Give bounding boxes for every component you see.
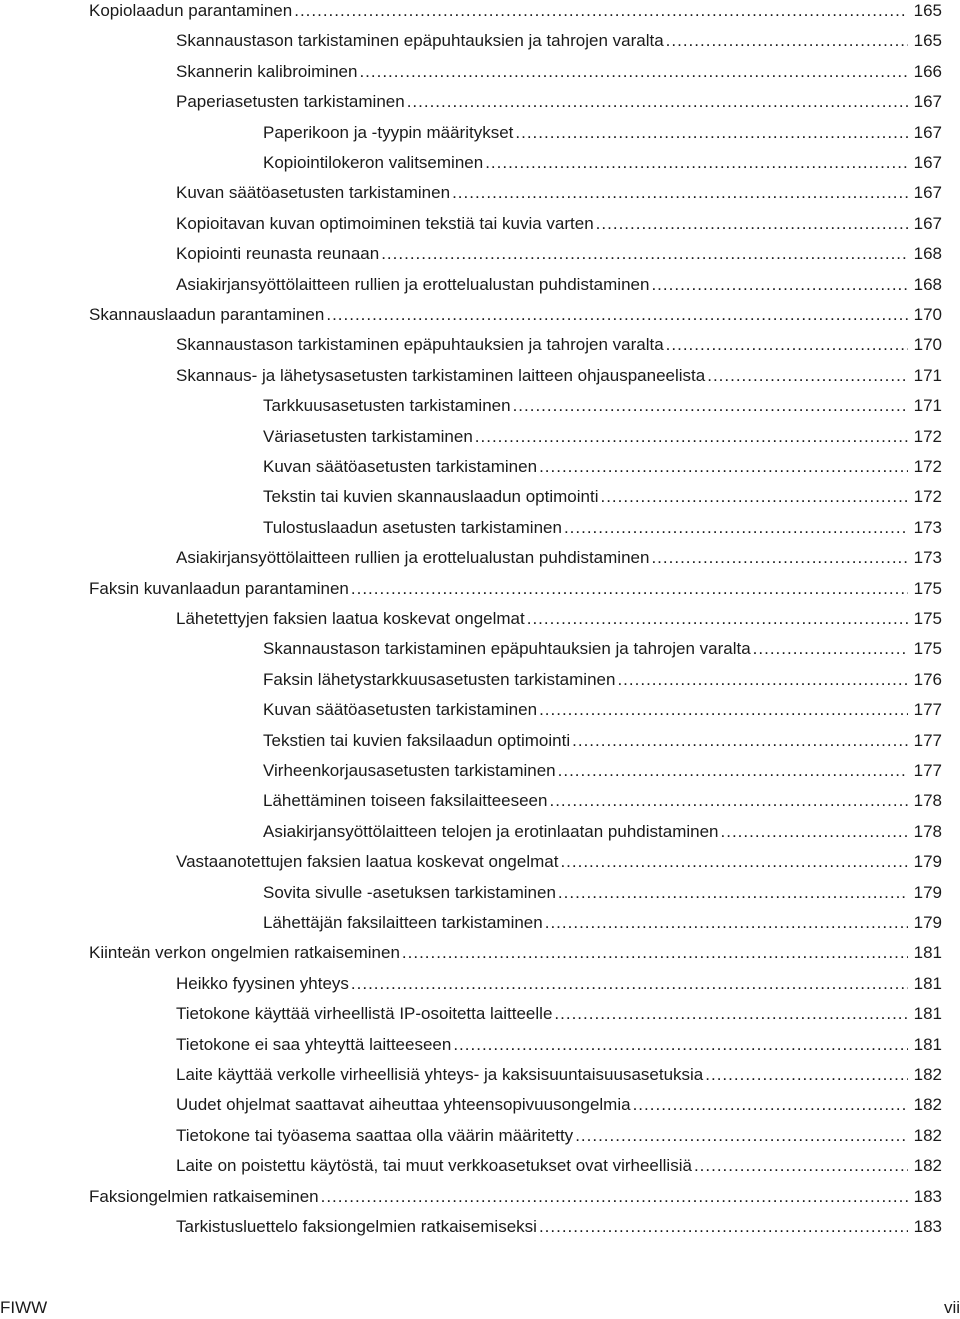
- toc-entry-title: Väriasetusten tarkistaminen: [263, 426, 473, 446]
- toc-entry-title: Tekstin tai kuvien skannauslaadun optimointi: [263, 487, 599, 507]
- toc-entry[interactable]: [89, 0, 942, 30]
- toc-dot-leader: [321, 1186, 908, 1208]
- toc-entry[interactable]: [263, 882, 942, 912]
- toc-entry-page: 179: [913, 913, 942, 932]
- toc-entry[interactable]: [176, 334, 942, 364]
- toc-entry-title: Skannaustason tarkistaminen epäpuhtauksien ja tahrojen varalta: [176, 335, 664, 355]
- toc-dot-leader: [326, 304, 908, 326]
- toc-entry[interactable]: [176, 1003, 942, 1033]
- toc-entry[interactable]: [89, 1186, 942, 1216]
- toc-entry-title: Tietokone tai työasema saattaa olla väärin määritetty: [176, 1125, 574, 1145]
- toc-entry-title: Skannaus- ja lähetysasetusten tarkistaminen laitteen ohjauspaneelista: [176, 365, 706, 385]
- toc-entry-title: Asiakirjansyöttölaitteen telojen ja erotinlaatan puhdistaminen: [263, 821, 719, 841]
- toc-entry-title: Kopiointilokeron valitseminen: [263, 153, 484, 172]
- toc-entry-title: Paperiasetusten tarkistaminen: [176, 92, 405, 112]
- toc-entry[interactable]: [263, 517, 942, 547]
- toc-entry-page: 172: [913, 487, 942, 507]
- toc-dot-leader: [515, 122, 908, 144]
- toc-dot-leader: [539, 1216, 908, 1238]
- toc-entry[interactable]: [263, 912, 942, 942]
- toc-entry[interactable]: [176, 1125, 942, 1155]
- toc-entry[interactable]: [263, 456, 942, 486]
- toc-entry-page: 166: [913, 61, 942, 81]
- toc-entry-page: 167: [913, 122, 942, 142]
- toc-entry-title: Kuvan säätöasetusten tarkistaminen: [263, 457, 538, 476]
- toc-entry-page: 179: [913, 852, 942, 872]
- toc-dot-leader: [600, 486, 908, 508]
- toc-dot-leader: [651, 547, 908, 569]
- toc-entry[interactable]: [176, 213, 942, 243]
- toc-entry[interactable]: [263, 152, 942, 182]
- toc-entry[interactable]: [263, 122, 942, 152]
- toc-entry-title: Kuvan säätöasetusten tarkistaminen: [176, 183, 451, 203]
- toc-dot-leader: [666, 30, 908, 52]
- toc-entry[interactable]: [263, 790, 942, 820]
- toc-entry[interactable]: [263, 699, 942, 729]
- toc-dot-leader: [351, 973, 908, 995]
- toc-dot-leader: [407, 91, 908, 113]
- toc-entry-page: 183: [913, 1186, 942, 1206]
- toc-entry-title: Lähetettyjen faksien laatua koskevat ongelmat: [176, 609, 525, 628]
- toc-dot-leader: [560, 851, 908, 873]
- toc-entry[interactable]: [176, 1034, 942, 1064]
- toc-entry[interactable]: [176, 547, 942, 577]
- toc-entry-page: 175: [913, 609, 942, 628]
- toc-entry-title: Faksiongelmien ratkaiseminen: [89, 1186, 319, 1206]
- toc-entry-page: 181: [913, 1004, 942, 1024]
- toc-entry-page: 167: [913, 153, 942, 172]
- toc-entry-page: 178: [913, 821, 942, 841]
- toc-entry-page: 170: [913, 335, 942, 355]
- toc-entry-title: Kopioitavan kuvan optimoiminen tekstiä tai kuvia varten: [176, 213, 594, 233]
- toc-entry-title: Tarkistusluettelo faksiongelmien ratkaisemiseksi: [176, 1217, 537, 1236]
- toc-entry-title: Tietokone käyttää virheellistä IP-osoitetta laitteelle: [176, 1004, 553, 1024]
- toc-entry-title: Skannerin kalibroiminen: [176, 61, 358, 81]
- toc-dot-leader: [617, 669, 908, 691]
- toc-entry-page: 175: [913, 639, 942, 659]
- toc-entry[interactable]: [176, 1094, 942, 1124]
- toc-entry-page: 176: [913, 669, 942, 689]
- toc-entry-page: 182: [913, 1095, 942, 1115]
- toc-entry[interactable]: [176, 1155, 942, 1185]
- toc-entry[interactable]: [89, 578, 942, 608]
- toc-dot-leader: [558, 760, 908, 782]
- toc-entry-page: 175: [913, 578, 942, 598]
- toc-entry-page: 178: [913, 791, 942, 811]
- toc-entry-page: 168: [913, 244, 942, 264]
- toc-dot-leader: [513, 395, 908, 417]
- toc-dot-leader: [549, 790, 908, 812]
- toc-entry-page: 171: [913, 365, 942, 385]
- toc-entry-title: Kopiointi reunasta reunaan: [176, 244, 380, 264]
- toc-entry-page: 181: [913, 943, 942, 963]
- toc-entry[interactable]: [176, 274, 942, 304]
- toc-entry-title: Virheenkorjausasetusten tarkistaminen: [263, 761, 556, 780]
- toc-entry-page: 165: [913, 1, 942, 20]
- toc-entry[interactable]: [89, 942, 942, 972]
- toc-entry[interactable]: [176, 243, 942, 273]
- toc-entry-page: 171: [913, 396, 942, 416]
- toc-entry-title: Faksin kuvanlaadun parantaminen: [89, 578, 349, 598]
- toc-entry-page: 165: [913, 31, 942, 51]
- toc-entry-title: Lähettäjän faksilaitteen tarkistaminen: [263, 913, 543, 932]
- toc-dot-leader: [545, 912, 908, 934]
- toc-entry[interactable]: [263, 821, 942, 851]
- toc-dot-leader: [633, 1094, 908, 1116]
- toc-dot-leader: [558, 882, 908, 904]
- toc-dot-leader: [707, 365, 908, 387]
- toc-dot-leader: [554, 1003, 908, 1025]
- toc-entry[interactable]: [263, 426, 942, 456]
- toc-entry[interactable]: [176, 365, 942, 395]
- toc-entry-title: Paperikoon ja -tyypin määritykset: [263, 122, 514, 142]
- toc-entry-title: Sovita sivulle -asetuksen tarkistaminen: [263, 882, 556, 902]
- toc-entry-title: Vastaanotettujen faksien laatua koskevat ongelmat: [176, 852, 559, 872]
- toc-dot-leader: [294, 0, 908, 22]
- toc-entry-page: 181: [913, 1034, 942, 1054]
- toc-entry[interactable]: [176, 91, 942, 121]
- toc-entry-title: Lähettäminen toiseen faksilaitteeseen: [263, 791, 548, 811]
- toc-entry-page: 172: [913, 457, 942, 476]
- toc-dot-leader: [753, 638, 908, 660]
- toc-entry-page: 182: [913, 1156, 942, 1176]
- toc-entry[interactable]: [263, 638, 942, 668]
- toc-entry-page: 177: [913, 700, 942, 720]
- footer-page-number: vii: [943, 1298, 960, 1317]
- toc-entry-page: 168: [913, 274, 942, 294]
- toc-entry-title: Tulostuslaadun asetusten tarkistaminen: [263, 517, 562, 537]
- toc-entry-page: 177: [913, 761, 942, 780]
- toc-entry-title: Kopiolaadun parantaminen: [89, 1, 293, 20]
- toc-dot-leader: [452, 182, 908, 204]
- toc-entry-page: 173: [913, 517, 942, 537]
- footer-locale-code: FIWW: [0, 1298, 48, 1317]
- toc-entry-title: Skannaustason tarkistaminen epäpuhtauksien ja tahrojen varalta: [176, 31, 664, 51]
- toc-dot-leader: [694, 1155, 908, 1177]
- toc-dot-leader: [666, 334, 908, 356]
- toc-dot-leader: [705, 1064, 908, 1086]
- toc-dot-leader: [351, 578, 908, 600]
- toc-dot-leader: [721, 821, 908, 843]
- toc-entry[interactable]: [263, 760, 942, 790]
- toc-dot-leader: [359, 61, 908, 83]
- toc-entry[interactable]: [176, 30, 942, 60]
- toc-dot-leader: [539, 456, 908, 478]
- toc-entry-title: Tekstien tai kuvien faksilaadun optimointi: [263, 730, 571, 750]
- toc-entry-page: 170: [913, 305, 942, 324]
- toc-entry-page: 179: [913, 882, 942, 902]
- toc-entry-page: 173: [913, 548, 942, 568]
- toc-dot-leader: [453, 1034, 908, 1056]
- toc-dot-leader: [475, 426, 908, 448]
- toc-dot-leader: [651, 274, 908, 296]
- toc-dot-leader: [572, 730, 908, 752]
- toc-entry-page: 182: [913, 1125, 942, 1145]
- toc-entry[interactable]: [89, 304, 942, 334]
- toc-entry[interactable]: [263, 669, 942, 699]
- toc-entry[interactable]: [176, 182, 942, 212]
- toc-entry-title: Asiakirjansyöttölaitteen rullien ja erottelualustan puhdistaminen: [176, 274, 650, 294]
- toc-dot-leader: [381, 243, 908, 265]
- toc-entry-title: Laite on poistettu käytöstä, tai muut verkkoasetukset ovat virheellisiä: [176, 1156, 692, 1176]
- toc-entry[interactable]: [263, 730, 942, 760]
- toc-entry-page: 172: [913, 426, 942, 446]
- toc-dot-leader: [485, 152, 908, 174]
- toc-entry[interactable]: [176, 61, 942, 91]
- toc-entry-page: 167: [913, 213, 942, 233]
- toc-entry-page: 167: [913, 183, 942, 203]
- toc-entry-title: Asiakirjansyöttölaitteen rullien ja erottelualustan puhdistaminen: [176, 548, 650, 568]
- toc-entry-title: Kuvan säätöasetusten tarkistaminen: [263, 700, 538, 720]
- toc-entry[interactable]: [176, 1064, 942, 1094]
- toc-entry-page: 182: [913, 1065, 942, 1084]
- toc-entry[interactable]: [176, 851, 942, 881]
- toc-entry-title: Kiinteän verkon ongelmien ratkaiseminen: [89, 943, 400, 963]
- toc-entry-title: Tietokone ei saa yhteyttä laitteeseen: [176, 1034, 452, 1054]
- toc-entry[interactable]: [176, 973, 942, 1003]
- toc-dot-leader: [575, 1125, 908, 1147]
- toc-entry-title: Uudet ohjelmat saattavat aiheuttaa yhteensopivuusongelmia: [176, 1095, 631, 1115]
- toc-dot-leader: [596, 213, 908, 235]
- toc-entry-title: Skannaustason tarkistaminen epäpuhtauksien ja tahrojen varalta: [263, 639, 751, 659]
- toc-entry[interactable]: [263, 395, 942, 425]
- toc-dot-leader: [527, 608, 908, 630]
- toc-entry[interactable]: [176, 1216, 942, 1246]
- toc-entry-page: 177: [913, 730, 942, 750]
- toc-dot-leader: [539, 699, 908, 721]
- toc-entry-title: Skannauslaadun parantaminen: [89, 305, 325, 324]
- toc-entry-title: Heikko fyysinen yhteys: [176, 973, 349, 993]
- toc-entry-title: Laite käyttää verkolle virheellisiä yhteys- ja kaksisuuntaisuusasetuksia: [176, 1065, 704, 1084]
- toc-entry[interactable]: [263, 486, 942, 516]
- toc-entry-title: Tarkkuusasetusten tarkistaminen: [263, 396, 511, 416]
- toc-dot-leader: [402, 942, 908, 964]
- toc-entry-title: Faksin lähetystarkkuusasetusten tarkistaminen: [263, 669, 616, 689]
- toc-entry-page: 167: [913, 92, 942, 112]
- toc-entry[interactable]: [176, 608, 942, 638]
- toc-dot-leader: [564, 517, 908, 539]
- toc-entry-page: 181: [913, 973, 942, 993]
- toc-entry-page: 183: [913, 1217, 942, 1236]
